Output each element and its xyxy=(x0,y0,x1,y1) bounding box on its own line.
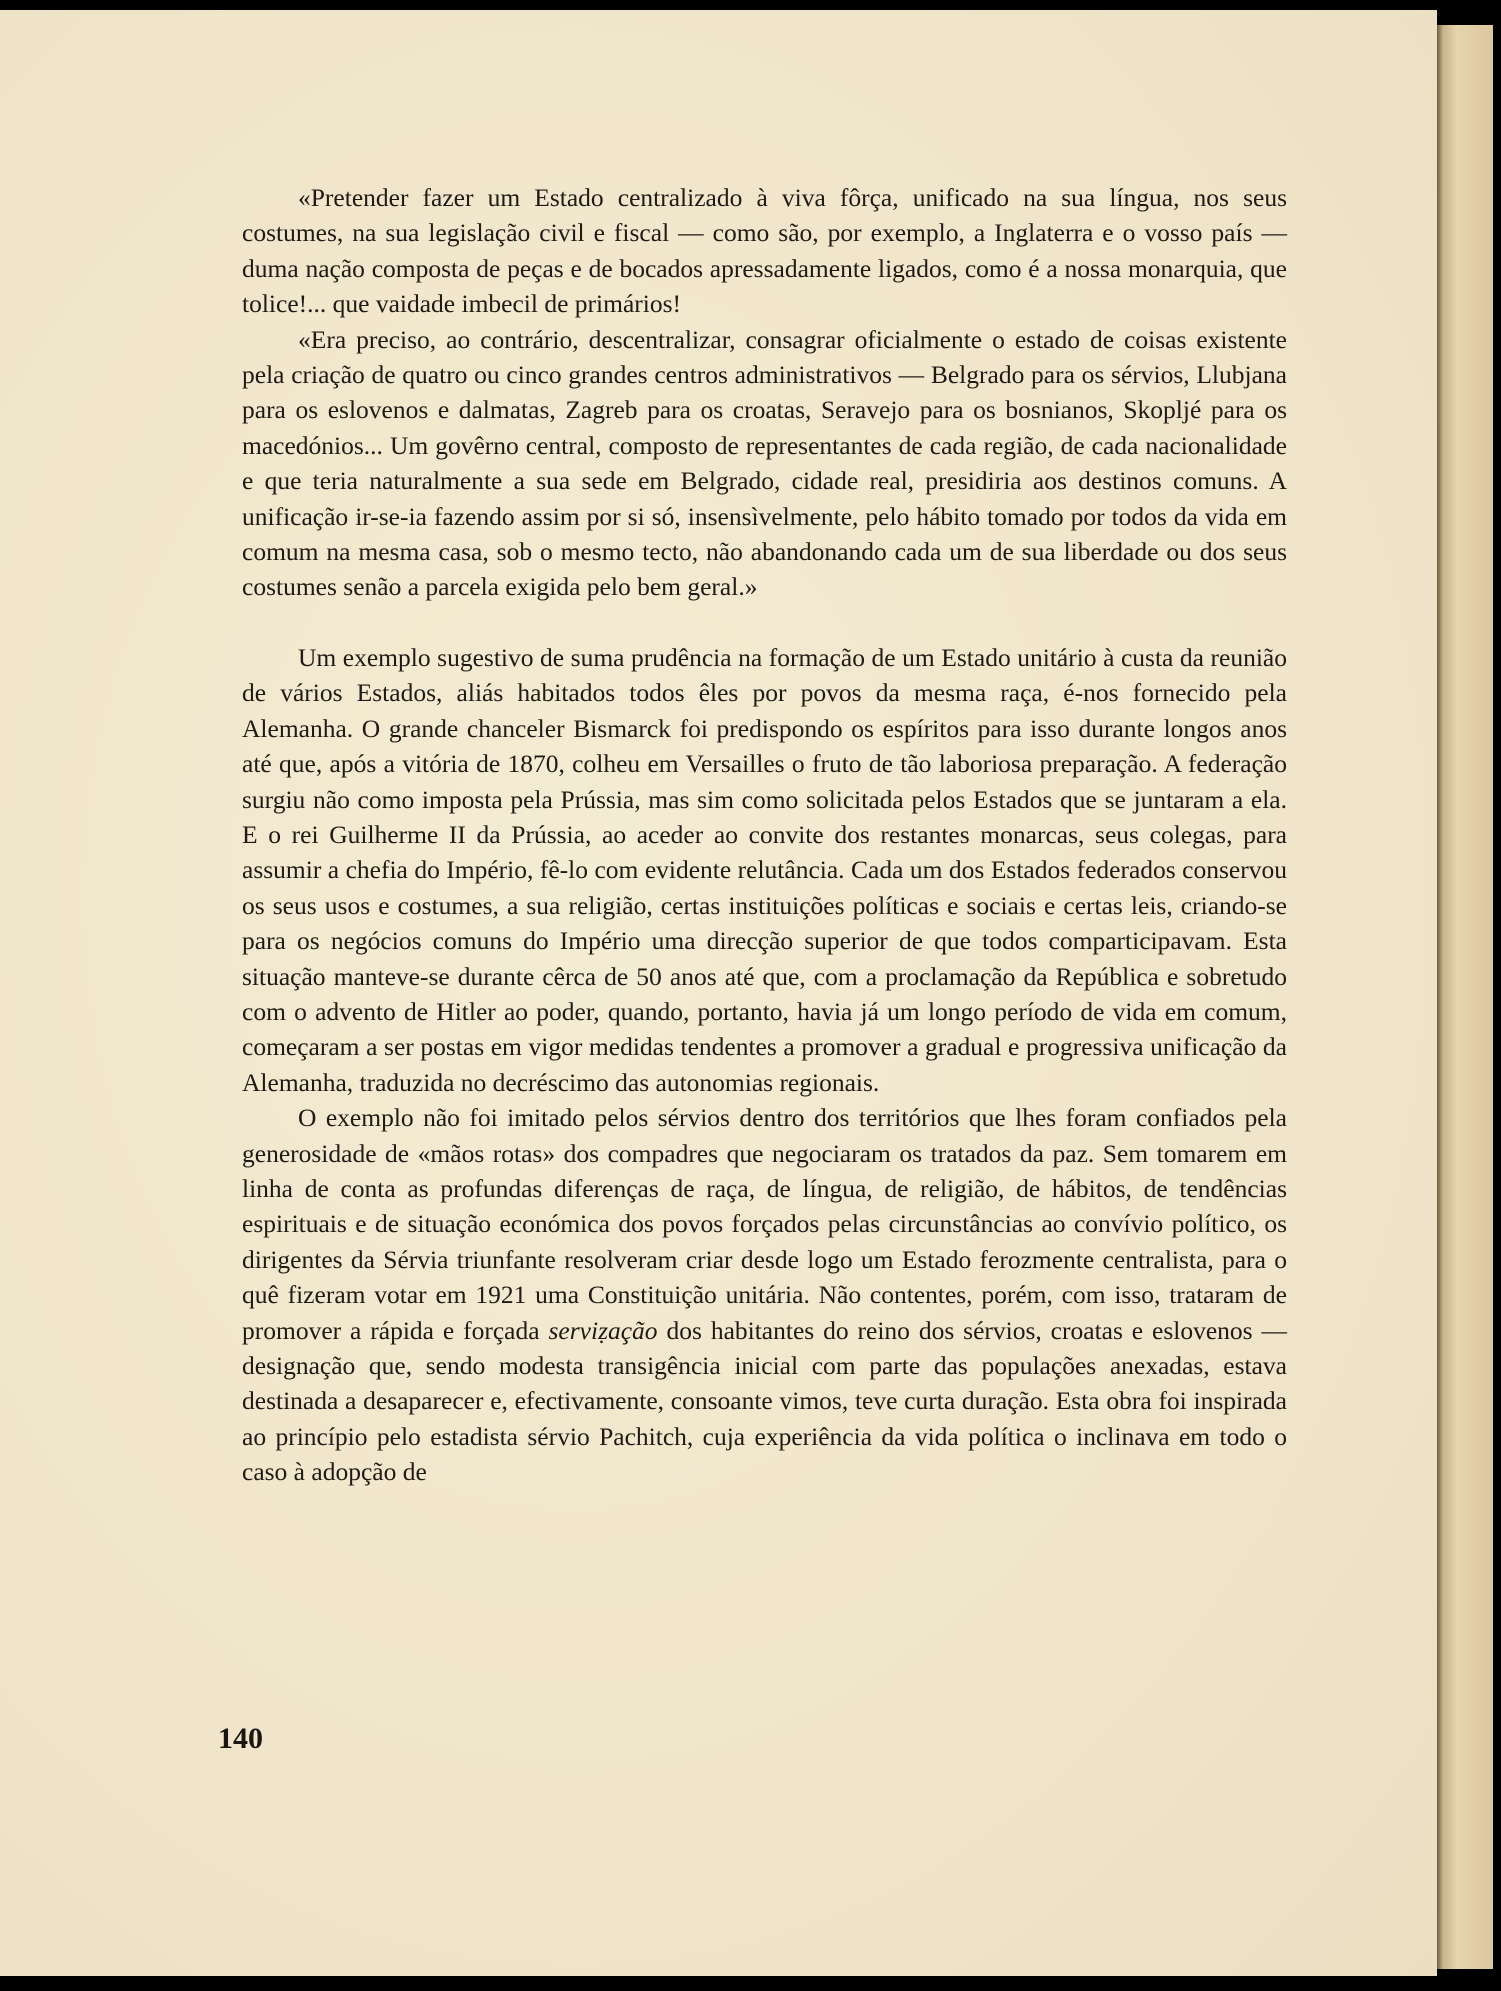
quote-paragraph-1: «Pretender fazer um Estado centralizado à viva fôrça, unificado na sua língua, nos seus costumes, na sua legislação civil e fiscal — como são, por exemplo, a Inglaterra e o vosso país — duma nação composta de peças e de bocados apressadamente ligados, como é a nossa monarquia, que tolice!... que vaidade imbecil de primários! xyxy=(242,183,1287,319)
page-number: 140 xyxy=(218,1722,263,1755)
italic-term: serviẓação xyxy=(548,1315,658,1345)
adjacent-page-edge xyxy=(1437,25,1493,1969)
paragraph-text-part-1: O exemplo não foi imitado pelos sérvios dentro dos territórios que lhes foram confiados pela generosidade de «mãos rotas» dos compadres que negociaram os tratados da paz. Sem tomarem em linha de conta as profundas diferenças de raça, de língua, de religião, de hábitos, de tendências espirituais e de situação económica dos povos forçados pelas circunstâncias ao convívio político, os dirigentes da Sérvia triunfante resolveram criar desde logo um Estado ferozmente centralista, para o quê fizeram votar em 1921 uma Constituição unitária. Não contentes, porém, com isso, trataram de promover a rápida e forçada xyxy=(242,1103,1287,1345)
paragraph-gap xyxy=(242,605,1287,640)
paragraph-serbian-centralism xyxy=(242,1100,1287,1489)
quote-paragraph-2: «Era preciso, ao contrário, descentralizar, consagrar oficialmente o estado de coisas existente pela criação de quatro ou cinco grandes centros administrativos — Belgrado para os sérvios, Llubjana para os eslovenos e dalmatas, Zagreb para os croatas, Seravejo para os bosnianos, Skopljé para os macedónios... Um govêrno central, composto de representantes de cada região, de cada nacionalidade e que teria naturalmente a sua sede em Belgrado, cidade real, presidiria aos destinos comuns. A unificação ir-se-ia fazendo assim por si só, insensìvelmente, pelo hábito tomado por todos da vida em comum na mesma casa, sob o mesmo tecto, não abandonando cada um de sua liberdade ou dos seus costumes senão a parcela exigida pelo bem geral.» xyxy=(242,324,1287,602)
paragraph-text-part-2: dos habitantes do reino dos sérvios, croatas e eslovenos — designação que, sendo modesta transigência inicial com parte das populações anexadas, estava destinada a desaparecer e, efectivamente, consoante vimos, teve curta duração. Esta obra foi inspirada ao princípio pelo estadista sérvio Pachitch, cuja experiência da vida política o inclinava em todo o caso à adopção de xyxy=(242,1315,1288,1487)
body-text xyxy=(242,180,1287,1490)
paragraph-germany-example: Um exemplo sugestivo de suma prudência na formação de um Estado unitário à custa da reunião de vários Estados, aliás habitados todos êles por povos da mesma raça, é-nos fornecido pela Alemanha. O grande chanceler Bismarck foi predispondo os espíritos para isso durante longos anos até que, após a vitória de 1870, colheu em Versailles o fruto de tão laboriosa preparação. A federação surgiu não como imposta pela Prússia, mas sim como solicitada pelos Estados que se juntaram a ela. E o rei Guilherme II da Prússia, ao aceder ao convite dos restantes monarcas, seus colegas, para assumir a chefia do Império, fê-lo com evidente relutância. Cada um dos Estados federados conservou os seus usos e costumes, a sua religião, certas instituições políticas e sociais e certas leis, criando-se para os negócios comuns do Império uma direcção superior de que todos comparticipavam. Esta situação manteve-se durante cêrca de 50 anos até que, com a proclamação da República e sobretudo com o advento de Hitler ao poder, quando, portanto, havia já um longo período de vida em comum, começaram a ser postas em vigor medidas tendentes a promover a gradual e progressiva unificação da Alemanha, traduzida no decréscimo das autonomias regionais. xyxy=(242,642,1287,1097)
